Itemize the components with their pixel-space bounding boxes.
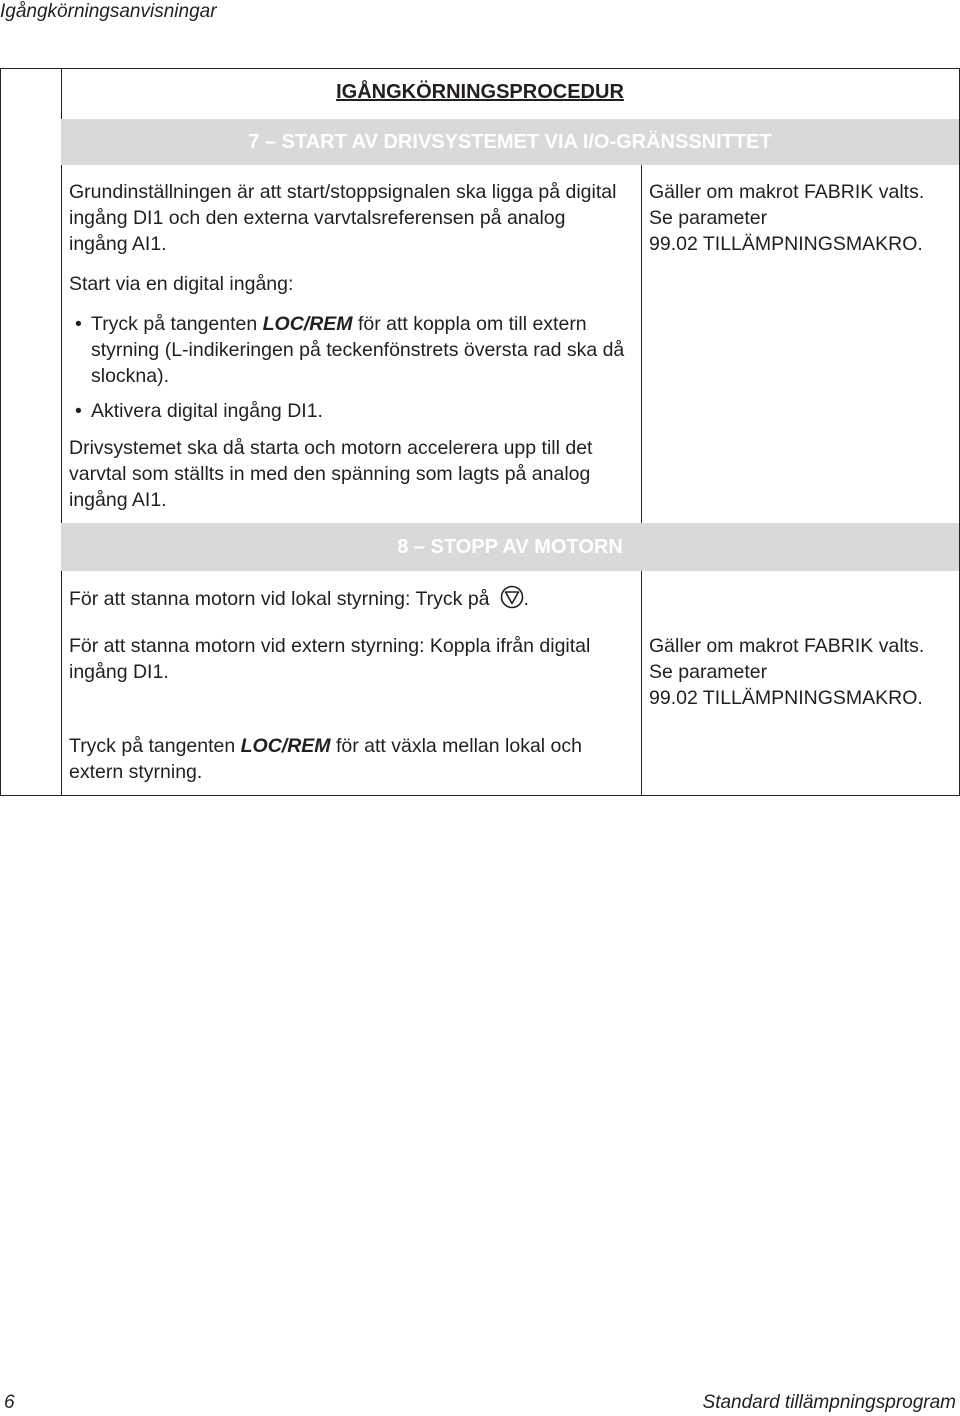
right-column-divider-top bbox=[641, 165, 642, 523]
section-7-bullet-1 bbox=[69, 311, 639, 389]
bullet-dot-icon: • bbox=[75, 313, 82, 335]
section-7-start-label: Start via en digital ingång: bbox=[69, 273, 294, 295]
note-line-3: 99.02 TILLÄMPNINGSMAKRO. bbox=[649, 687, 923, 709]
section-7-result: Drivsystemet ska då starta och motorn accelerera upp till det varvtal som ställts in med den spänning som lagts på analog ingång AI1. bbox=[69, 437, 593, 511]
note-line-2: Se parameter bbox=[649, 207, 768, 229]
note-line-3: 99.02 TILLÄMPNINGSMAKRO. bbox=[649, 233, 923, 255]
footer-title: Standard tillämpningsprogram bbox=[702, 1392, 956, 1413]
toggle-prefix: Tryck på tangenten bbox=[69, 735, 241, 757]
procedure-title: IGÅNGKÖRNINGSPROCEDUR bbox=[336, 81, 624, 103]
section-7-bullet-2 bbox=[69, 398, 639, 424]
section-8-external-stop: För att stanna motorn vid extern styrning: Koppla ifrån digital ingång DI1. bbox=[69, 635, 591, 683]
section-7-heading: 7 – START AV DRIVSYSTEMET VIA I/O-GRÄNSSNITTET bbox=[248, 131, 772, 153]
section-8-heading: 8 – STOPP AV MOTORN bbox=[397, 536, 623, 558]
section-8-local-stop bbox=[69, 585, 639, 616]
section-7-note bbox=[649, 179, 955, 257]
note-line-1: Gäller om makrot FABRIK valts. bbox=[649, 635, 925, 657]
local-stop-text: För att stanna motorn vid lokal styrning: Tryck på bbox=[69, 588, 490, 610]
section-8-note bbox=[649, 633, 955, 711]
left-column-divider bbox=[61, 69, 62, 795]
section-7-intro: Grundinställningen är att start/stoppsignalen ska ligga på digital ingång DI1 och den externa varvtalsreferensen på analog ingång AI1. bbox=[69, 181, 617, 255]
procedure-table bbox=[0, 68, 960, 796]
loc-rem-key-label: LOC/REM bbox=[262, 313, 353, 335]
section-8-toggle bbox=[69, 733, 639, 785]
page-number: 6 bbox=[4, 1392, 15, 1413]
bullet-1-suffix: för att koppla om till extern styrning (L-indikeringen på teckenfönstrets översta rad ska då slockna). bbox=[91, 313, 625, 387]
bullet-2-text: Aktivera digital ingång DI1. bbox=[91, 400, 323, 422]
bullet-1-prefix: Tryck på tangenten bbox=[91, 313, 263, 335]
section-8-heading-band bbox=[61, 523, 959, 571]
stop-key-icon bbox=[500, 585, 524, 616]
bullet-dot-icon: • bbox=[75, 400, 82, 422]
right-column-divider-bottom bbox=[641, 571, 642, 795]
loc-rem-key-label: LOC/REM bbox=[240, 735, 331, 757]
note-line-1: Gäller om makrot FABRIK valts. bbox=[649, 181, 925, 203]
local-stop-suffix: . bbox=[523, 588, 529, 610]
running-header: Igångkörningsanvisningar bbox=[0, 1, 217, 22]
note-line-2: Se parameter bbox=[649, 661, 768, 683]
toggle-suffix: för att växla mellan lokal och extern styrning. bbox=[69, 735, 582, 783]
section-7-heading-band bbox=[61, 119, 959, 165]
